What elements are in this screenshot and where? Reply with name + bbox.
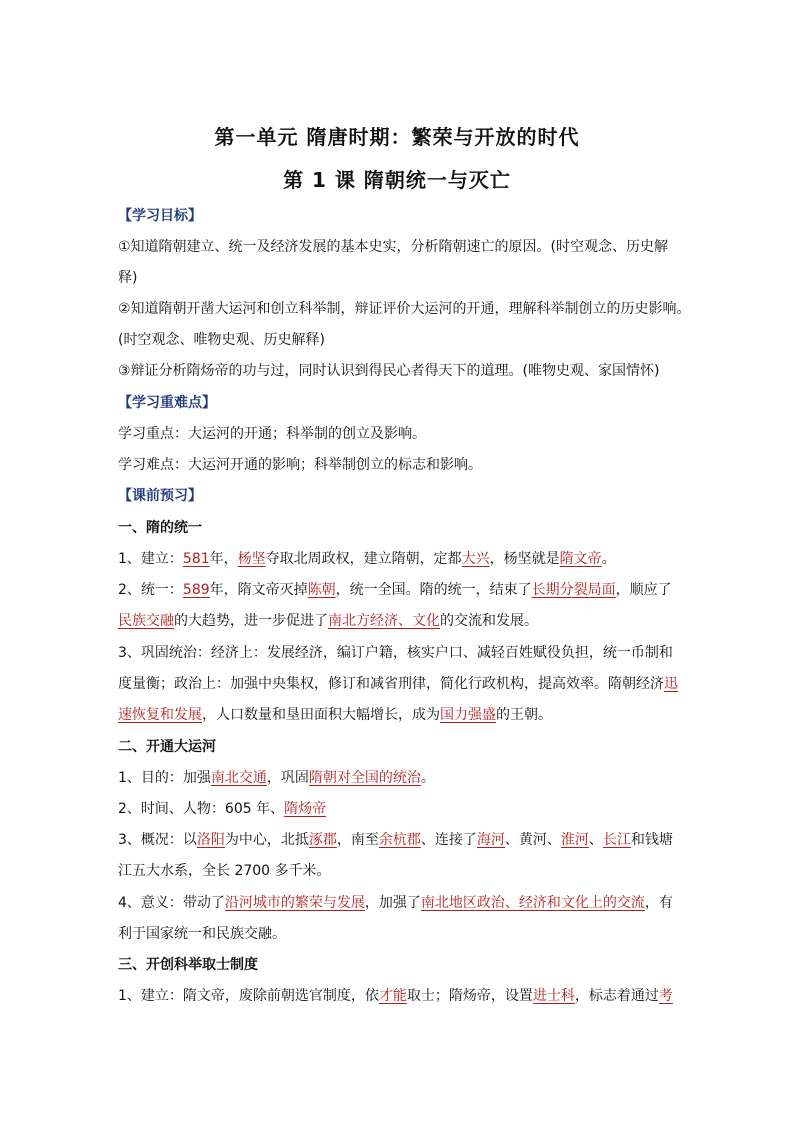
- blank-answer: 581: [182, 551, 210, 567]
- key-points-heading: 【学习重难点】: [118, 395, 216, 411]
- blank-answer: 淮河: [560, 832, 589, 848]
- blank-answer: 考: [658, 988, 673, 1004]
- blank-answer: 洛阳: [196, 832, 225, 848]
- section-1-item-3-line-1: 3、巩固统治：经济上：发展经济，编订户籍，核实户口、减轻百姓赋役负担，统一币制和: [118, 645, 673, 661]
- section-1-item-3-line-3: 速恢复和发展，人口数量和垦田面积大幅增长，成为国力强盛的王朝。: [118, 707, 552, 723]
- blank-answer: 海河: [476, 832, 505, 848]
- unit-title: 第一单元 隋唐时期：繁荣与开放的时代: [214, 125, 580, 149]
- section-3-title: 三、开创科举取士制度: [118, 957, 258, 973]
- blank-answer: 陈朝: [307, 582, 336, 598]
- blank-answer: 隋文帝: [559, 551, 602, 567]
- difficult-point-text: 学习难点：大运河开通的影响；科举制创立的标志和影响。: [118, 457, 482, 473]
- section-1-item-2-line-2: 民族交融的大趋势，进一步促进了南北方经济、文化的交流和发展。: [118, 613, 538, 629]
- objective-2-line-1: ②知道隋朝开凿大运河和创立科举制，辩证评价大运河的开通，理解科举制创立的历史影响。: [118, 301, 691, 317]
- blank-answer: 国力强盛: [440, 707, 496, 723]
- blank-answer: 速恢复和发展: [118, 707, 202, 723]
- section-2-item-4-line-2: 利于国家统一和民族交融。: [118, 926, 286, 942]
- objective-1-line-2: 释): [118, 270, 138, 286]
- section-1-item-1: 1、建立：581年，杨坚夺取北周政权，建立隋朝，定都大兴，杨坚就是隋文帝。: [118, 551, 616, 567]
- blank-answer: 涿郡: [308, 832, 337, 848]
- objective-2-line-2: (时空观念、唯物史观、历史解释): [118, 332, 325, 348]
- section-2-title: 二、开通大运河: [118, 739, 216, 755]
- blank-answer: 589: [182, 582, 210, 598]
- blank-answer: 进士科: [532, 988, 575, 1004]
- blank-answer: 长期分裂局面: [531, 582, 616, 598]
- objective-3-line-1: ③辩证分析隋炀帝的功与过，同时认识到得民心者得天下的道理。(唯物史观、家国情怀): [118, 363, 660, 379]
- blank-answer: 南北交通: [210, 770, 267, 786]
- section-3-item-1: 1、建立：隋文帝，废除前朝选官制度，依才能取士；隋炀帝，设置进士科，标志着通过考: [118, 988, 673, 1004]
- section-1-title: 一、隋的统一: [118, 520, 202, 536]
- objectives-heading: 【学习目标】: [118, 208, 202, 224]
- blank-answer: 余杭郡: [378, 832, 421, 848]
- blank-answer: 迅: [664, 676, 678, 692]
- key-point-text: 学习重点：大运河的开通；科举制的创立及影响。: [118, 426, 426, 442]
- lesson-title: 第 1 课 隋朝统一与灭亡: [283, 168, 511, 192]
- section-2-item-4-line-1: 4、意义：带动了沿河城市的繁荣与发展，加强了南北地区政治、经济和文化上的交流，有: [118, 895, 673, 911]
- blank-answer: 长江: [602, 832, 631, 848]
- blank-answer: 民族交融: [118, 613, 174, 629]
- blank-answer: 南北方经济、文化: [328, 613, 440, 629]
- blank-answer: 隋朝对全国的统治: [308, 770, 421, 786]
- preview-heading: 【课前预习】: [118, 488, 202, 504]
- blank-answer: 隋炀帝: [284, 801, 327, 817]
- blank-answer: 杨坚: [237, 551, 266, 567]
- blank-answer: 沿河城市的繁荣与发展: [224, 895, 365, 911]
- section-2-item-2: 2、时间、人物：605 年、隋炀帝: [118, 801, 327, 817]
- blank-answer: 才能: [378, 988, 407, 1004]
- section-2-item-1: 1、目的：加强南北交通，巩固隋朝对全国的统治。: [118, 770, 435, 786]
- section-1-item-2-line-1: 2、统一：589年，隋文帝灭掉陈朝，统一全国。隋的统一，结束了长期分裂局面，顺应了: [118, 582, 672, 598]
- section-2-item-3-line-1: 3、概况：以洛阳为中心，北抵涿郡，南至余杭郡、连接了海河、黄河、淮河、长江和钱塘: [118, 832, 673, 848]
- blank-answer: 大兴: [461, 551, 490, 567]
- blank-answer: 南北地区政治、经济和文化上的交流: [420, 895, 645, 911]
- section-2-item-3-line-2: 江五大水系，全长 2700 多千米。: [118, 863, 331, 879]
- section-1-item-3-line-2: 度量衡；政治上：加强中央集权，修订和减省刑律，简化行政机构，提高效率。隋朝经济迅: [118, 676, 678, 692]
- objective-1-line-1: ①知道隋朝建立、统一及经济发展的基本史实，分析隋朝速亡的原因。(时空观念、历史解: [118, 239, 669, 255]
